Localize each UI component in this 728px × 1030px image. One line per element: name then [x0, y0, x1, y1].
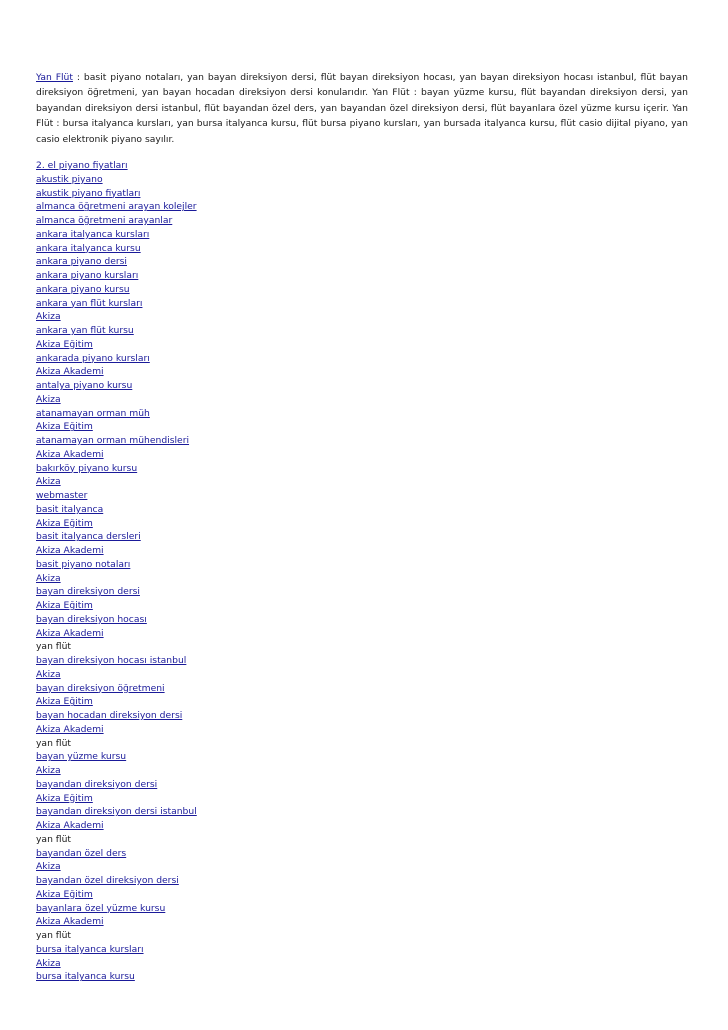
list-item	[36, 860, 688, 874]
list-item	[36, 654, 688, 668]
keyword-link[interactable]: bayan direksiyon hocası	[36, 613, 147, 625]
list-item	[36, 558, 688, 572]
list-item	[36, 173, 688, 187]
keyword-link[interactable]: basit italyanca	[36, 503, 104, 515]
intro-text: : basit piyano notaları, yan bayan direksiyon dersi, flüt bayan direksiyon hocası, yan bayan direksiyon hocası istanbul, flüt bayan direksiyon öğretmeni, yan bayan hocadan direksiyon dersi konularıdır. Yan Flüt : bayan yüzme kursu, flüt bayandan direksiyon dersi, yan bayandan direksiyon dersi istanbul, flüt bayandan özel ders, yan bayandan özel direksiyon dersi, flüt bayanlara özel yüzme kursu içerir. Yan Flüt : bursa italyanca kursları, yan bursa italyanca kursu, flüt bursa piyano kursları, yan bursada italyanca kursu, flüt casio dijital piyano, yan casio elektronik piyano sayılır.	[36, 72, 688, 145]
list-item	[36, 503, 688, 517]
keyword-link[interactable]: 2. el piyano fiyatları	[36, 160, 128, 172]
list-item	[36, 792, 688, 806]
list-item	[36, 159, 688, 173]
list-item	[36, 310, 688, 324]
list-item	[36, 255, 688, 269]
list-item	[36, 819, 688, 833]
keyword-link-list	[36, 159, 688, 984]
keyword-link[interactable]: Akiza	[36, 311, 61, 323]
intro-title-link[interactable]: Yan Flüt	[36, 72, 73, 83]
keyword-link[interactable]: bayandan direksiyon dersi istanbul	[36, 806, 197, 818]
keyword-link[interactable]: Akiza Akademi	[36, 366, 104, 378]
keyword-link[interactable]: Akiza Eğitim	[36, 421, 93, 433]
document-page	[36, 70, 688, 984]
keyword-link[interactable]: Akiza	[36, 668, 61, 680]
list-item	[36, 627, 688, 641]
list-item	[36, 709, 688, 723]
list-item	[36, 613, 688, 627]
list-item	[36, 874, 688, 888]
list-item	[36, 682, 688, 696]
keyword-link[interactable]: ankara piyano dersi	[36, 256, 127, 268]
keyword-link[interactable]: atanamayan orman mühendisleri	[36, 435, 190, 447]
list-item	[36, 943, 688, 957]
list-item	[36, 847, 688, 861]
keyword-link[interactable]: bayan direksiyon hocası istanbul	[36, 655, 187, 667]
keyword-link[interactable]: bayan hocadan direksiyon dersi	[36, 710, 183, 722]
list-item	[36, 297, 688, 311]
keyword-link[interactable]: basit italyanca dersleri	[36, 531, 141, 543]
list-item	[36, 269, 688, 283]
keyword-link[interactable]: almanca öğretmeni arayan kolejler	[36, 201, 197, 213]
list-item	[36, 489, 688, 503]
keyword-link[interactable]: ankara italyanca kursu	[36, 242, 141, 254]
list-item	[36, 737, 688, 751]
list-item	[36, 805, 688, 819]
list-item	[36, 778, 688, 792]
keyword-link[interactable]: basit piyano notaları	[36, 558, 131, 570]
list-item	[36, 448, 688, 462]
list-item	[36, 957, 688, 971]
keyword-link[interactable]: bursa italyanca kursu	[36, 971, 135, 983]
keyword-link[interactable]: Akiza	[36, 393, 61, 405]
keyword-link[interactable]: Akiza Eğitim	[36, 792, 93, 804]
keyword-link[interactable]: bayan yüzme kursu	[36, 751, 127, 763]
keyword-text: yan flüt	[36, 930, 72, 942]
list-item	[36, 572, 688, 586]
list-item	[36, 640, 688, 654]
keyword-link[interactable]: Akiza Eğitim	[36, 600, 93, 612]
list-item	[36, 352, 688, 366]
keyword-link[interactable]: Akiza Eğitim	[36, 338, 93, 350]
keyword-link[interactable]: ankara italyanca kursları	[36, 228, 150, 240]
keyword-link[interactable]: ankara yan flüt kursu	[36, 325, 134, 337]
list-item	[36, 379, 688, 393]
keyword-link[interactable]: akustik piyano	[36, 173, 103, 185]
keyword-link[interactable]: Akiza Eğitim	[36, 517, 93, 529]
list-item	[36, 517, 688, 531]
list-item	[36, 902, 688, 916]
keyword-link[interactable]: Akiza Akademi	[36, 820, 104, 832]
keyword-link[interactable]: Akiza	[36, 572, 61, 584]
keyword-link[interactable]: akustik piyano fiyatları	[36, 187, 141, 199]
keyword-link[interactable]: ankara piyano kursları	[36, 270, 139, 282]
list-item	[36, 585, 688, 599]
list-item	[36, 214, 688, 228]
keyword-link[interactable]: Akiza	[36, 476, 61, 488]
keyword-link[interactable]: ankara yan flüt kursları	[36, 297, 143, 309]
keyword-link[interactable]: almanca öğretmeni arayanlar	[36, 215, 173, 227]
keyword-link[interactable]: atanamayan orman müh	[36, 407, 150, 419]
list-item	[36, 668, 688, 682]
list-item	[36, 970, 688, 984]
list-item	[36, 833, 688, 847]
list-item	[36, 365, 688, 379]
keyword-text: yan flüt	[36, 737, 72, 749]
list-item	[36, 888, 688, 902]
keyword-link[interactable]: Akiza Akademi	[36, 448, 104, 460]
list-item	[36, 475, 688, 489]
list-item	[36, 695, 688, 709]
list-item	[36, 407, 688, 421]
list-item	[36, 929, 688, 943]
list-item	[36, 530, 688, 544]
keyword-link[interactable]: Akiza Eğitim	[36, 696, 93, 708]
keyword-link[interactable]: bayanlara özel yüzme kursu	[36, 902, 166, 914]
list-item	[36, 434, 688, 448]
list-item	[36, 242, 688, 256]
keyword-text: yan flüt	[36, 833, 72, 845]
keyword-link[interactable]: Akiza Akademi	[36, 545, 104, 557]
list-item	[36, 338, 688, 352]
keyword-link[interactable]: bayandan direksiyon dersi	[36, 778, 158, 790]
keyword-link[interactable]: bursa italyanca kursları	[36, 943, 144, 955]
keyword-link[interactable]: bayandan özel direksiyon dersi	[36, 875, 179, 887]
list-item	[36, 420, 688, 434]
list-item	[36, 187, 688, 201]
keyword-link[interactable]: bayandan özel ders	[36, 847, 127, 859]
keyword-link[interactable]: Akiza Akademi	[36, 627, 104, 639]
keyword-link[interactable]: bayan direksiyon dersi	[36, 586, 140, 598]
list-item	[36, 599, 688, 613]
list-item	[36, 393, 688, 407]
list-item	[36, 544, 688, 558]
keyword-link[interactable]: Akiza Akademi	[36, 916, 104, 928]
keyword-link[interactable]: Akiza	[36, 765, 61, 777]
list-item	[36, 750, 688, 764]
keyword-link[interactable]: ankara piyano kursu	[36, 283, 130, 295]
keyword-link[interactable]: antalya piyano kursu	[36, 380, 133, 392]
list-item	[36, 283, 688, 297]
keyword-link[interactable]: Akiza Eğitim	[36, 888, 93, 900]
intro-paragraph	[36, 70, 688, 147]
keyword-link[interactable]: bakırköy piyano kursu	[36, 462, 138, 474]
list-item	[36, 200, 688, 214]
keyword-link[interactable]: ankarada piyano kursları	[36, 352, 150, 364]
list-item	[36, 462, 688, 476]
keyword-link[interactable]: Akiza	[36, 957, 61, 969]
list-item	[36, 324, 688, 338]
keyword-link[interactable]: Akiza Akademi	[36, 723, 104, 735]
list-item	[36, 723, 688, 737]
list-item	[36, 764, 688, 778]
keyword-text: yan flüt	[36, 641, 72, 653]
list-item	[36, 915, 688, 929]
keyword-link[interactable]: bayan direksiyon öğretmeni	[36, 682, 165, 694]
keyword-link[interactable]: webmaster	[36, 490, 88, 502]
list-item	[36, 228, 688, 242]
keyword-link[interactable]: Akiza	[36, 861, 61, 873]
